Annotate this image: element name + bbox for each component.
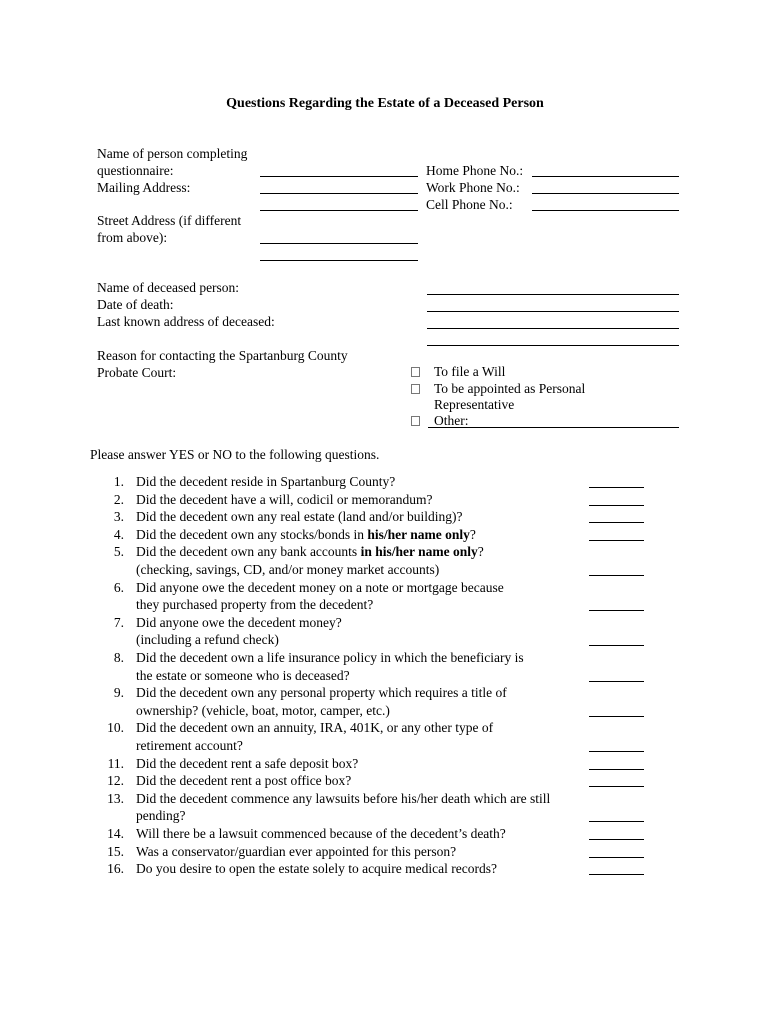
question-number: 8.: [113, 650, 124, 665]
cell-phone-label: Cell Phone No.:: [426, 197, 513, 212]
question-text: Did anyone owe the decedent money on a note or mortgage because: [136, 579, 504, 595]
page-title: Questions Regarding the Estate of a Deceased Person: [226, 96, 544, 111]
question-text: Did the decedent commence any lawsuits before his/her death which are still: [136, 790, 551, 806]
answer-field[interactable]: [589, 839, 644, 840]
question-number: 7.: [113, 614, 124, 630]
name-field[interactable]: [260, 176, 418, 177]
question-text-emphasis: in his/her name only: [360, 544, 478, 560]
personal-rep-checkbox[interactable]: [411, 384, 420, 394]
answer-field[interactable]: [589, 645, 644, 646]
other-reason-field[interactable]: [428, 427, 679, 428]
question-text-continued: (checking, savings, CD, and/or money market accounts): [136, 562, 440, 577]
question-number: 3.: [113, 509, 124, 525]
question-text-part: Did the decedent own any bank accounts: [136, 544, 361, 560]
mailing-address-field-2[interactable]: [260, 210, 418, 211]
question-text: Did the decedent own any personal property which requires a title of: [136, 685, 507, 701]
answer-field[interactable]: [589, 857, 644, 858]
question-text: Did the decedent own any real estate (land and/or building)?: [136, 509, 463, 525]
home-phone-field[interactable]: [532, 176, 679, 177]
answer-field[interactable]: [589, 487, 644, 488]
will-option-label: To file a Will: [434, 364, 506, 379]
question-text-continued: they purchased property from the decedent?: [136, 597, 374, 613]
name-label-line1: Name of person completing: [97, 146, 248, 161]
answer-field[interactable]: [589, 681, 644, 682]
question-text-part: ?: [477, 544, 484, 560]
answer-field[interactable]: [589, 821, 644, 822]
answer-field[interactable]: [589, 610, 644, 611]
question-text-continued: retirement account?: [136, 738, 243, 753]
question-number: 4.: [113, 526, 124, 542]
question-number: 9.: [113, 685, 124, 701]
answer-field[interactable]: [589, 769, 644, 770]
personal-rep-label-line1: To be appointed as Personal: [434, 381, 586, 396]
will-checkbox[interactable]: [411, 367, 420, 377]
question-text-part: Did the decedent own any stocks/bonds in: [136, 526, 368, 542]
street-address-label-line2: from above):: [97, 230, 168, 245]
personal-rep-label-line2: Representative: [434, 397, 515, 412]
question-number: 13.: [107, 790, 124, 806]
street-address-label-line1: Street Address (if different: [97, 213, 242, 228]
question-text-continued: pending?: [136, 808, 186, 824]
answer-field[interactable]: [589, 540, 644, 541]
question-text: Did the decedent reside in Spartanburg County?: [136, 474, 396, 489]
question-number: 10.: [107, 720, 124, 736]
instructions-text: Please answer YES or NO to the following questions.: [90, 447, 380, 462]
last-address-field-2[interactable]: [427, 345, 679, 346]
question-number: 12.: [107, 773, 124, 789]
answer-field[interactable]: [589, 522, 644, 523]
question-number: 14.: [107, 826, 124, 841]
question-text: Did the decedent own a life insurance policy in which the beneficiary is: [136, 650, 524, 665]
work-phone-label: Work Phone No.:: [426, 180, 520, 195]
question-text-part: ?: [469, 526, 476, 542]
home-phone-label: Home Phone No.:: [426, 163, 524, 178]
other-checkbox[interactable]: [411, 416, 420, 426]
question-text-continued: ownership? (vehicle, boat, motor, camper, etc.): [136, 702, 390, 718]
answer-field[interactable]: [589, 874, 644, 875]
question-text: Do you desire to open the estate solely to acquire medical records?: [136, 861, 497, 877]
question-number: 11.: [107, 755, 124, 771]
answer-field[interactable]: [589, 716, 644, 717]
work-phone-field[interactable]: [532, 193, 679, 194]
answer-field[interactable]: [589, 575, 644, 576]
mailing-address-label: Mailing Address:: [97, 180, 191, 195]
question-number: 16.: [107, 861, 124, 877]
answer-field[interactable]: [589, 751, 644, 752]
question-number: 6.: [113, 579, 124, 595]
deceased-name-label: Name of deceased person:: [97, 280, 240, 295]
answer-field[interactable]: [589, 505, 644, 506]
question-text-continued: (including a refund check): [136, 632, 279, 648]
question-number: 2.: [113, 491, 124, 507]
reason-label-line1: Reason for contacting the Spartanburg County: [97, 348, 348, 363]
question-number: 5.: [113, 544, 124, 560]
name-label-line2: questionnaire:: [97, 163, 174, 178]
question-number: 1.: [113, 474, 124, 489]
answer-field[interactable]: [589, 786, 644, 787]
mailing-address-field-1[interactable]: [260, 193, 418, 194]
last-address-field-1[interactable]: [427, 328, 679, 329]
reason-label-line2: Probate Court:: [97, 365, 177, 380]
date-of-death-field[interactable]: [427, 311, 679, 312]
question-text-continued: the estate or someone who is deceased?: [136, 667, 350, 683]
question-text: [136, 543, 484, 560]
question-text-emphasis: his/her name only: [367, 526, 470, 542]
question-text: Was a conservator/guardian ever appointed for this person?: [136, 843, 457, 859]
question-text: Did the decedent rent a safe deposit box?: [136, 755, 359, 771]
question-text: Did the decedent have a will, codicil or memorandum?: [136, 491, 433, 507]
question-text: Did the decedent own an annuity, IRA, 401K, or any other type of: [136, 720, 494, 736]
question-number: 15.: [107, 843, 124, 859]
deceased-name-field[interactable]: [427, 294, 679, 295]
date-of-death-label: Date of death:: [97, 297, 174, 312]
last-address-label: Last known address of deceased:: [97, 314, 275, 329]
question-text: Will there be a lawsuit commenced because of the decedent’s death?: [136, 826, 506, 841]
question-text: [136, 526, 476, 543]
street-address-field-1[interactable]: [260, 243, 418, 244]
other-option-label: Other:: [434, 413, 469, 428]
question-text: Did the decedent rent a post office box?: [136, 773, 352, 789]
question-text: Did anyone owe the decedent money?: [136, 614, 342, 630]
cell-phone-field[interactable]: [532, 210, 679, 211]
street-address-field-2[interactable]: [260, 260, 418, 261]
